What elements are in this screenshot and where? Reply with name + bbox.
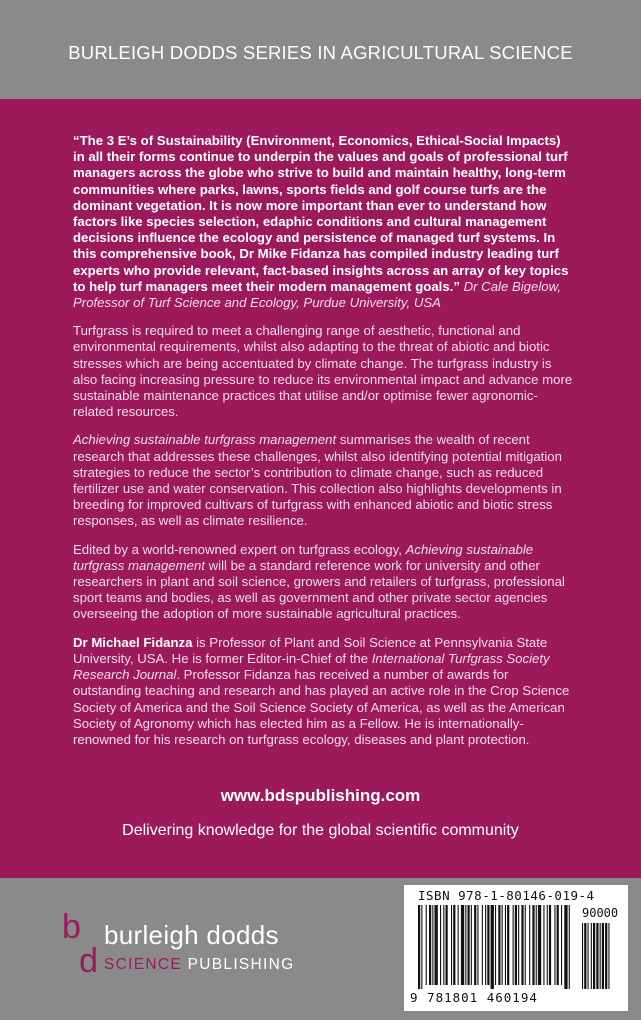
barcode-bar bbox=[491, 905, 494, 989]
barcode-bar bbox=[418, 905, 420, 989]
barcode-addon-bar bbox=[600, 923, 601, 989]
barcode-addon-bar bbox=[593, 923, 595, 989]
barcode-addon-bar bbox=[608, 923, 609, 989]
barcode-bar bbox=[518, 905, 519, 985]
tagline: Delivering knowledge for the global scientific community bbox=[122, 822, 519, 839]
publisher-subtitle: SCIENCE PUBLISHING bbox=[104, 956, 295, 973]
barcode-bar bbox=[458, 905, 459, 985]
barcode-bar bbox=[477, 905, 478, 985]
monogram-d: b bbox=[79, 942, 98, 978]
barcode-bar bbox=[446, 905, 448, 985]
publisher-name: burleigh dodds bbox=[104, 920, 279, 950]
barcode-bar bbox=[482, 905, 483, 985]
barcode-addon-bar bbox=[588, 923, 589, 989]
description-paragraph-2: Achieving sustainable turfgrass management summarises the wealth of recent research that addresses these challenges, whilst also identifying potential mitigation strategies to reduce the sector’s contribution to climate change, such as reduced fertilizer use and water conservation. This collection also highlights developments in breeding for improved cultivars of turfgrass with enhanced abiotic and biotic stress responses, as well as climate resilience. bbox=[73, 432, 562, 529]
barcode-bar bbox=[561, 905, 562, 985]
isbn-number: ISBN 978-1-80146-019-4 bbox=[418, 888, 595, 903]
barcode-bar bbox=[569, 905, 570, 989]
isbn-barcode bbox=[404, 885, 628, 1011]
barcode-bar bbox=[426, 905, 427, 985]
book-title-italic: Achieving sustainable turfgrass management bbox=[73, 541, 534, 573]
journal-title: International Turfgrass Society Research Journal bbox=[73, 650, 550, 683]
barcode-bar bbox=[507, 905, 509, 985]
barcode-bar bbox=[538, 905, 541, 985]
barcode-bar bbox=[564, 905, 567, 989]
barcode-bar bbox=[513, 905, 514, 985]
barcode-bar bbox=[461, 905, 464, 985]
quote-text: “The 3 E’s of Sustainability (Environment, Economics, Ethical-Social Impacts) in all their forms continue to underpin the values and goals of professional turf managers across the globe who strive to build and maintain healthy, long-term communities where parks, lawns, sports fields and golf course turfs are the dominant vegetation. It is now more important than ever to understand how factors like species selection, edaphic conditions and cultural management decisions influence the ecology and persistence of managed turf systems. In this comprehensive book, Dr Mike Fidanza has compiled industry leading turf experts who provide relevant, fact-based insights across an array of key topics to help turf managers meet their modern management goals.” bbox=[73, 133, 569, 294]
bd-monogram-icon bbox=[60, 908, 100, 978]
barcode-bar bbox=[543, 905, 544, 985]
barcode-bar bbox=[521, 905, 523, 985]
barcode-bar bbox=[505, 905, 506, 985]
barcode-bar bbox=[440, 905, 441, 985]
barcode-addon-bar bbox=[602, 923, 604, 989]
editor-name: Dr Michael Fidanza bbox=[73, 634, 193, 650]
endorsement-quote bbox=[73, 133, 573, 311]
barcode-bar bbox=[549, 905, 551, 985]
barcode-bar bbox=[451, 905, 452, 985]
series-banner bbox=[0, 0, 641, 99]
barcode-bar bbox=[453, 905, 455, 985]
barcode-addon-number: 90000 bbox=[582, 906, 619, 920]
barcode-bar bbox=[435, 905, 438, 985]
barcode-addon-bar bbox=[605, 923, 607, 989]
barcode-addon-bar bbox=[584, 923, 586, 989]
barcode-bar bbox=[515, 905, 517, 985]
barcode-addon-bar bbox=[582, 923, 583, 989]
barcode-bar bbox=[532, 905, 534, 985]
cover-text bbox=[73, 133, 573, 760]
barcode-bar bbox=[421, 905, 422, 989]
ean-digits: 9 781801 460194 bbox=[410, 990, 538, 1005]
barcode-bar bbox=[554, 905, 555, 985]
description-paragraph-1: Turfgrass is required to meet a challenging range of aesthetic, functional and environmental requirements, whilst also adapting to the threat of abiotic and biotic stresses which are being accentuated by climate change. The turfgrass industry is also facing increasing pressure to reduce its environmental impact and advance more sustainable maintenance practices that utilise and/or optimise fewer agronomic-related resources. bbox=[73, 323, 573, 420]
barcode-bar bbox=[495, 905, 496, 985]
barcode-bar bbox=[525, 905, 526, 985]
barcode-bar bbox=[429, 905, 431, 985]
barcode-bar bbox=[485, 905, 486, 985]
barcode-bar bbox=[502, 905, 503, 985]
website-link[interactable]: www.bdspublishing.com bbox=[220, 786, 421, 805]
quote-attribution: Dr Cale Bigelow, Professor of Turf Science and Ecology, Purdue University, USA bbox=[73, 278, 562, 311]
book-title-italic: Achieving sustainable turfgrass management bbox=[73, 432, 337, 448]
barcode-bar bbox=[536, 905, 537, 985]
barcode-bar bbox=[432, 905, 433, 985]
description-paragraph-3: Edited by a world-renowned expert on turfgrass ecology, Achieving sustainable turfgrass management will be a standard reference work for university and other researchers in plant and soil science, growers and retailers of turfgrass, professional sport teams and bodies, as well as government and other private sector agencies overseeing the adoption of more sustainable agricultural practices. bbox=[73, 541, 565, 622]
barcode-bar bbox=[471, 905, 472, 985]
barcode-addon-bar bbox=[591, 923, 592, 989]
barcode-bar bbox=[468, 905, 470, 985]
barcode-bar bbox=[498, 905, 500, 985]
barcode-bar bbox=[465, 905, 466, 985]
monogram-b: b bbox=[62, 908, 81, 946]
barcode-addon-bar bbox=[596, 923, 598, 989]
barcode-bar bbox=[557, 905, 559, 985]
barcode-bar bbox=[529, 905, 530, 985]
barcode-bar bbox=[547, 905, 548, 985]
publisher-logo bbox=[60, 908, 360, 978]
barcode-bar bbox=[487, 905, 489, 985]
editor-bio: Dr Michael Fidanza is Professor of Plant and Soil Science at Pennsylvania State University, USA. He is former Editor-in-Chief of the International Turfgrass Society Research Journal. Professor Fidanza has received a number of awards for outstanding teaching and research and has played an active role in the Crop Science Society of America and the Soil Science Society of America, as well as the American Society of Agronomy which has elected him as a Fellow. He is internationally-renowned for his research on turfgrass ecology, diseases and plant protection. bbox=[73, 634, 570, 747]
barcode-bar bbox=[474, 905, 476, 985]
series-title: BURLEIGH DODDS SERIES IN AGRICULTURAL SCIENCE bbox=[68, 42, 573, 63]
barcode-bar bbox=[443, 905, 444, 985]
